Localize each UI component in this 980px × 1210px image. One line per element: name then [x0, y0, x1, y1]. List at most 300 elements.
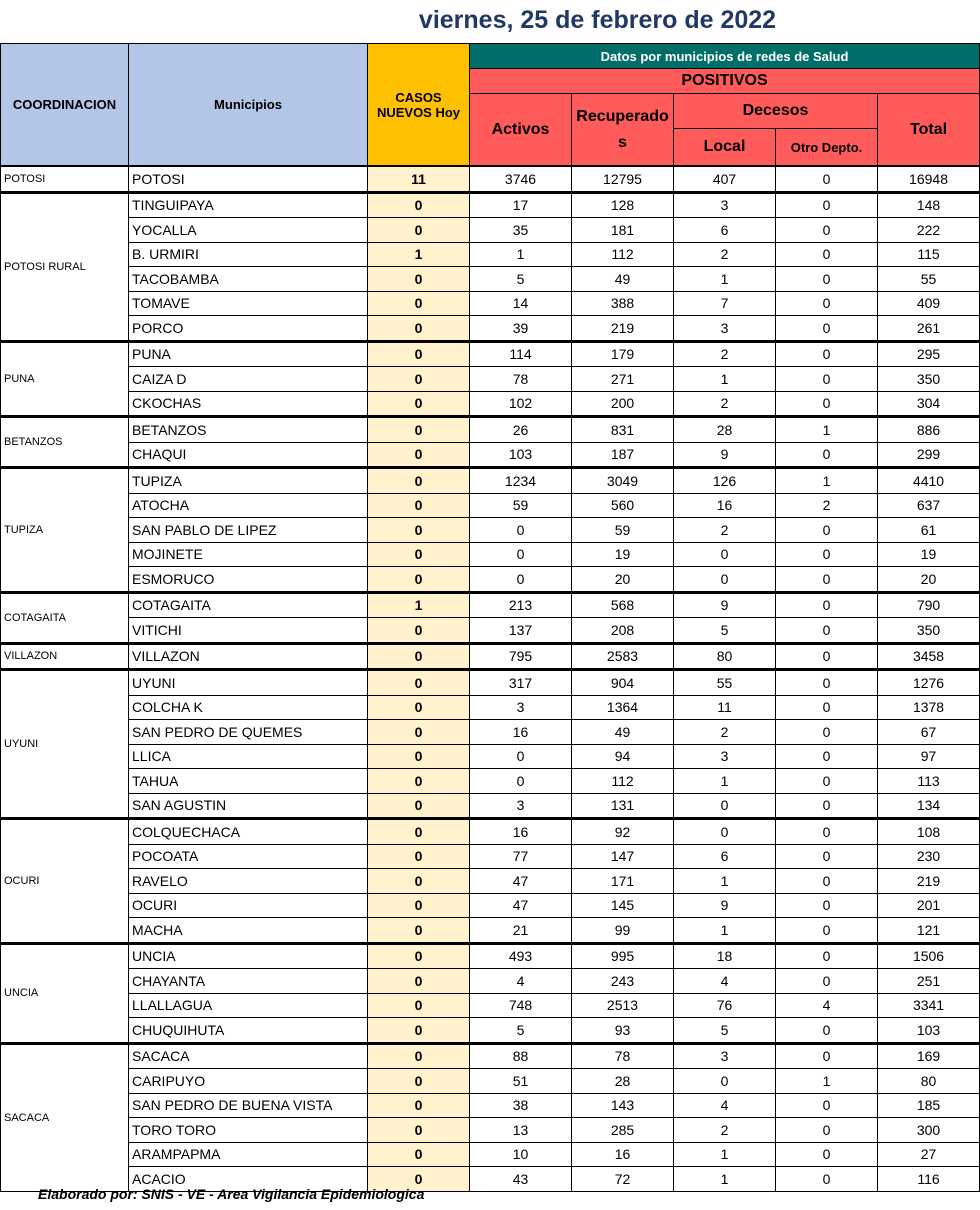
municipio-cell: YOCALLA — [129, 218, 368, 243]
table-row — [1, 391, 980, 417]
total-cell: 55 — [878, 267, 980, 292]
decesos-local-cell: 3 — [674, 192, 776, 218]
municipio-cell: PORCO — [129, 316, 368, 342]
municipio-cell: TORO TORO — [129, 1118, 368, 1143]
recuperados-cell: 93 — [572, 1018, 674, 1044]
total-cell: 1506 — [878, 943, 980, 969]
municipio-cell: TINGUIPAYA — [129, 192, 368, 218]
municipio-cell: CHAQUI — [129, 442, 368, 468]
coordinacion-cell: VILLAZON — [1, 643, 129, 670]
casos-nuevos-cell: 0 — [368, 341, 470, 367]
municipio-cell: ESMORUCO — [129, 567, 368, 593]
municipio-cell: VILLAZON — [129, 643, 368, 670]
municipio-cell: CHAYANTA — [129, 969, 368, 994]
decesos-otro-cell: 0 — [776, 192, 878, 218]
casos-nuevos-cell: 0 — [368, 291, 470, 316]
casos-nuevos-cell: 1 — [368, 242, 470, 267]
coordinacion-cell: SACACA — [1, 1043, 129, 1191]
decesos-local-cell: 0 — [674, 1069, 776, 1094]
municipio-cell: RAVELO — [129, 869, 368, 894]
casos-nuevos-cell: 0 — [368, 468, 470, 494]
decesos-local-cell: 0 — [674, 567, 776, 593]
table-row — [1, 267, 980, 292]
activos-cell: 5 — [470, 267, 572, 292]
total-cell: 116 — [878, 1167, 980, 1192]
recuperados-cell: 995 — [572, 943, 674, 969]
decesos-otro-cell: 0 — [776, 341, 878, 367]
decesos-otro-cell: 2 — [776, 493, 878, 518]
decesos-otro-cell: 0 — [776, 720, 878, 745]
total-cell: 4410 — [878, 468, 980, 494]
casos-nuevos-cell: 0 — [368, 316, 470, 342]
total-cell: 185 — [878, 1093, 980, 1118]
decesos-otro-cell: 0 — [776, 442, 878, 468]
coordinacion-cell: BETANZOS — [1, 417, 129, 468]
decesos-local-cell: 2 — [674, 1118, 776, 1143]
decesos-otro-cell: 0 — [776, 819, 878, 845]
table-row — [1, 367, 980, 392]
total-cell: 299 — [878, 442, 980, 468]
header-decesos: Decesos — [674, 94, 878, 129]
recuperados-cell: 147 — [572, 844, 674, 869]
casos-nuevos-cell: 0 — [368, 542, 470, 567]
casos-nuevos-cell: 0 — [368, 192, 470, 218]
recuperados-cell: 92 — [572, 819, 674, 845]
total-cell: 251 — [878, 969, 980, 994]
decesos-otro-cell: 0 — [776, 918, 878, 944]
decesos-local-cell: 7 — [674, 291, 776, 316]
table-row — [1, 291, 980, 316]
decesos-local-cell: 18 — [674, 943, 776, 969]
table-row — [1, 819, 980, 845]
decesos-otro-cell: 1 — [776, 1069, 878, 1094]
total-cell: 61 — [878, 518, 980, 543]
recuperados-cell: 145 — [572, 893, 674, 918]
decesos-local-cell: 1 — [674, 267, 776, 292]
municipio-cell: OCURI — [129, 893, 368, 918]
decesos-local-cell: 3 — [674, 316, 776, 342]
total-cell: 3458 — [878, 643, 980, 670]
recuperados-cell: 112 — [572, 769, 674, 794]
coordinacion-cell: POTOSI RURAL — [1, 192, 129, 341]
table-row — [1, 316, 980, 342]
decesos-otro-cell: 0 — [776, 744, 878, 769]
decesos-local-cell: 5 — [674, 618, 776, 644]
municipio-cell: COLQUECHACA — [129, 819, 368, 845]
decesos-otro-cell: 1 — [776, 468, 878, 494]
casos-nuevos-cell: 0 — [368, 218, 470, 243]
activos-cell: 38 — [470, 1093, 572, 1118]
total-cell: 148 — [878, 192, 980, 218]
coordinacion-cell: PUNA — [1, 341, 129, 417]
recuperados-cell: 187 — [572, 442, 674, 468]
decesos-otro-cell: 0 — [776, 618, 878, 644]
activos-cell: 10 — [470, 1142, 572, 1167]
casos-nuevos-cell: 0 — [368, 1093, 470, 1118]
recuperados-cell: 171 — [572, 869, 674, 894]
table-row — [1, 567, 980, 593]
casos-nuevos-cell: 0 — [368, 267, 470, 292]
table-row — [1, 192, 980, 218]
total-cell: 16948 — [878, 166, 980, 192]
municipio-cell: COTAGAITA — [129, 592, 368, 618]
total-cell: 113 — [878, 769, 980, 794]
header-recuperados: Recuperados — [572, 94, 674, 167]
recuperados-cell: 16 — [572, 1142, 674, 1167]
total-cell: 103 — [878, 1018, 980, 1044]
municipio-cell: CAIZA D — [129, 367, 368, 392]
total-cell: 409 — [878, 291, 980, 316]
total-cell: 230 — [878, 844, 980, 869]
total-cell: 27 — [878, 1142, 980, 1167]
decesos-otro-cell: 0 — [776, 1118, 878, 1143]
table-row — [1, 844, 980, 869]
decesos-otro-cell: 0 — [776, 844, 878, 869]
decesos-local-cell: 9 — [674, 592, 776, 618]
activos-cell: 3 — [470, 793, 572, 819]
activos-cell: 59 — [470, 493, 572, 518]
activos-cell: 14 — [470, 291, 572, 316]
municipio-cell: TUPIZA — [129, 468, 368, 494]
municipio-cell: CKOCHAS — [129, 391, 368, 417]
recuperados-cell: 143 — [572, 1093, 674, 1118]
recuperados-cell: 99 — [572, 918, 674, 944]
municipio-cell: POCOATA — [129, 844, 368, 869]
recuperados-cell: 72 — [572, 1167, 674, 1192]
total-cell: 20 — [878, 567, 980, 593]
table-row — [1, 1118, 980, 1143]
decesos-local-cell: 11 — [674, 695, 776, 720]
decesos-otro-cell: 0 — [776, 769, 878, 794]
casos-nuevos-cell: 1 — [368, 592, 470, 618]
municipio-cell: TOMAVE — [129, 291, 368, 316]
footer-credit: Elaborado por: SNIS - VE - Area Vigilancia Epidemiologica — [38, 1186, 425, 1202]
recuperados-cell: 285 — [572, 1118, 674, 1143]
activos-cell: 16 — [470, 819, 572, 845]
coordinacion-cell: COTAGAITA — [1, 592, 129, 643]
decesos-local-cell: 28 — [674, 417, 776, 443]
total-cell: 219 — [878, 869, 980, 894]
casos-nuevos-cell: 0 — [368, 695, 470, 720]
decesos-otro-cell: 0 — [776, 367, 878, 392]
decesos-otro-cell: 0 — [776, 592, 878, 618]
municipio-cell: UNCIA — [129, 943, 368, 969]
decesos-local-cell: 126 — [674, 468, 776, 494]
recuperados-cell: 271 — [572, 367, 674, 392]
activos-cell: 17 — [470, 192, 572, 218]
municipio-cell: SAN AGUSTIN — [129, 793, 368, 819]
casos-nuevos-cell: 0 — [368, 744, 470, 769]
total-cell: 134 — [878, 793, 980, 819]
recuperados-cell: 560 — [572, 493, 674, 518]
decesos-local-cell: 2 — [674, 242, 776, 267]
casos-nuevos-cell: 0 — [368, 670, 470, 696]
decesos-otro-cell: 0 — [776, 291, 878, 316]
casos-nuevos-cell: 0 — [368, 567, 470, 593]
table-row — [1, 542, 980, 567]
recuperados-cell: 904 — [572, 670, 674, 696]
table-row — [1, 769, 980, 794]
activos-cell: 47 — [470, 869, 572, 894]
decesos-otro-cell: 0 — [776, 542, 878, 567]
decesos-local-cell: 1 — [674, 1167, 776, 1192]
total-cell: 201 — [878, 893, 980, 918]
total-cell: 295 — [878, 341, 980, 367]
decesos-local-cell: 2 — [674, 341, 776, 367]
activos-cell: 16 — [470, 720, 572, 745]
decesos-local-cell: 16 — [674, 493, 776, 518]
activos-cell: 39 — [470, 316, 572, 342]
total-cell: 108 — [878, 819, 980, 845]
recuperados-cell: 200 — [572, 391, 674, 417]
recuperados-cell: 49 — [572, 720, 674, 745]
municipio-cell: BETANZOS — [129, 417, 368, 443]
municipio-cell: ACACIO — [129, 1167, 368, 1192]
total-cell: 790 — [878, 592, 980, 618]
decesos-otro-cell: 0 — [776, 670, 878, 696]
activos-cell: 114 — [470, 341, 572, 367]
total-cell: 1378 — [878, 695, 980, 720]
recuperados-cell: 59 — [572, 518, 674, 543]
table-row — [1, 592, 980, 618]
activos-cell: 0 — [470, 567, 572, 593]
municipio-cell: TACOBAMBA — [129, 267, 368, 292]
table-row — [1, 670, 980, 696]
recuperados-cell: 3049 — [572, 468, 674, 494]
recuperados-cell: 128 — [572, 192, 674, 218]
casos-nuevos-cell: 0 — [368, 417, 470, 443]
recuperados-cell: 831 — [572, 417, 674, 443]
decesos-local-cell: 1 — [674, 918, 776, 944]
table-row — [1, 618, 980, 644]
municipio-cell: VITICHI — [129, 618, 368, 644]
activos-cell: 47 — [470, 893, 572, 918]
casos-nuevos-cell: 0 — [368, 819, 470, 845]
decesos-otro-cell: 4 — [776, 993, 878, 1018]
casos-nuevos-cell: 0 — [368, 1142, 470, 1167]
recuperados-cell: 28 — [572, 1069, 674, 1094]
decesos-local-cell: 1 — [674, 869, 776, 894]
decesos-otro-cell: 0 — [776, 316, 878, 342]
recuperados-cell: 181 — [572, 218, 674, 243]
total-cell: 169 — [878, 1043, 980, 1069]
decesos-otro-cell: 0 — [776, 1093, 878, 1118]
municipio-cell: B. URMIRI — [129, 242, 368, 267]
activos-cell: 13 — [470, 1118, 572, 1143]
decesos-otro-cell: 0 — [776, 893, 878, 918]
casos-nuevos-cell: 0 — [368, 493, 470, 518]
decesos-local-cell: 9 — [674, 893, 776, 918]
decesos-local-cell: 80 — [674, 643, 776, 670]
recuperados-cell: 94 — [572, 744, 674, 769]
table-row — [1, 218, 980, 243]
decesos-otro-cell: 1 — [776, 417, 878, 443]
decesos-local-cell: 6 — [674, 218, 776, 243]
table-row — [1, 1069, 980, 1094]
activos-cell: 3746 — [470, 166, 572, 192]
activos-cell: 35 — [470, 218, 572, 243]
header-datos: Datos por municipios de redes de Salud — [470, 44, 980, 69]
table-row — [1, 518, 980, 543]
cases-table — [0, 43, 980, 1192]
table-body — [1, 166, 980, 1191]
municipio-cell: COLCHA K — [129, 695, 368, 720]
table-row — [1, 242, 980, 267]
recuperados-cell: 568 — [572, 592, 674, 618]
decesos-otro-cell: 0 — [776, 242, 878, 267]
decesos-local-cell: 6 — [674, 844, 776, 869]
total-cell: 115 — [878, 242, 980, 267]
casos-nuevos-cell: 0 — [368, 918, 470, 944]
activos-cell: 103 — [470, 442, 572, 468]
activos-cell: 4 — [470, 969, 572, 994]
decesos-otro-cell: 0 — [776, 643, 878, 670]
casos-nuevos-cell: 0 — [368, 518, 470, 543]
decesos-otro-cell: 0 — [776, 391, 878, 417]
activos-cell: 317 — [470, 670, 572, 696]
municipio-cell: CARIPUYO — [129, 1069, 368, 1094]
total-cell: 304 — [878, 391, 980, 417]
decesos-otro-cell: 0 — [776, 1167, 878, 1192]
total-cell: 67 — [878, 720, 980, 745]
header-casos-nuevos: CASOS NUEVOS Hoy — [368, 44, 470, 167]
table-row — [1, 943, 980, 969]
header-activos: Activos — [470, 94, 572, 167]
coordinacion-cell: UYUNI — [1, 670, 129, 819]
decesos-local-cell: 2 — [674, 720, 776, 745]
total-cell: 261 — [878, 316, 980, 342]
municipio-cell: SAN PABLO DE LIPEZ — [129, 518, 368, 543]
casos-nuevos-cell: 0 — [368, 893, 470, 918]
table-row — [1, 1093, 980, 1118]
decesos-otro-cell: 0 — [776, 1142, 878, 1167]
decesos-otro-cell: 0 — [776, 166, 878, 192]
activos-cell: 0 — [470, 744, 572, 769]
decesos-local-cell: 55 — [674, 670, 776, 696]
casos-nuevos-cell: 11 — [368, 166, 470, 192]
decesos-otro-cell: 0 — [776, 793, 878, 819]
coordinacion-cell: POTOSI — [1, 166, 129, 192]
table-row — [1, 166, 980, 192]
municipio-cell: MACHA — [129, 918, 368, 944]
municipio-cell: TAHUA — [129, 769, 368, 794]
municipio-cell: PUNA — [129, 341, 368, 367]
casos-nuevos-cell: 0 — [368, 943, 470, 969]
casos-nuevos-cell: 0 — [368, 793, 470, 819]
activos-cell: 77 — [470, 844, 572, 869]
recuperados-cell: 2513 — [572, 993, 674, 1018]
casos-nuevos-cell: 0 — [368, 442, 470, 468]
total-cell: 637 — [878, 493, 980, 518]
decesos-otro-cell: 0 — [776, 567, 878, 593]
casos-nuevos-cell: 0 — [368, 1167, 470, 1192]
decesos-local-cell: 4 — [674, 1093, 776, 1118]
activos-cell: 748 — [470, 993, 572, 1018]
activos-cell: 0 — [470, 542, 572, 567]
casos-nuevos-cell: 0 — [368, 844, 470, 869]
municipio-cell: SAN PEDRO DE BUENA VISTA — [129, 1093, 368, 1118]
casos-nuevos-cell: 0 — [368, 643, 470, 670]
municipio-cell: CHUQUIHUTA — [129, 1018, 368, 1044]
casos-nuevos-cell: 0 — [368, 1043, 470, 1069]
casos-nuevos-cell: 0 — [368, 1018, 470, 1044]
total-cell: 19 — [878, 542, 980, 567]
decesos-otro-cell: 0 — [776, 518, 878, 543]
coordinacion-cell: TUPIZA — [1, 468, 129, 593]
table-row — [1, 442, 980, 468]
municipio-cell: ARAMPAPMA — [129, 1142, 368, 1167]
casos-nuevos-cell: 0 — [368, 618, 470, 644]
activos-cell: 51 — [470, 1069, 572, 1094]
header-coordinacion: COORDINACION — [1, 44, 129, 167]
decesos-otro-cell: 0 — [776, 869, 878, 894]
activos-cell: 5 — [470, 1018, 572, 1044]
activos-cell: 493 — [470, 943, 572, 969]
activos-cell: 78 — [470, 367, 572, 392]
municipio-cell: ATOCHA — [129, 493, 368, 518]
recuperados-cell: 388 — [572, 291, 674, 316]
activos-cell: 102 — [470, 391, 572, 417]
recuperados-cell: 131 — [572, 793, 674, 819]
decesos-otro-cell: 0 — [776, 943, 878, 969]
decesos-otro-cell: 0 — [776, 969, 878, 994]
decesos-local-cell: 0 — [674, 542, 776, 567]
table-row — [1, 417, 980, 443]
total-cell: 350 — [878, 618, 980, 644]
report-title: viernes, 25 de febrero de 2022 — [418, 6, 777, 34]
municipio-cell: LLICA — [129, 744, 368, 769]
table-row — [1, 993, 980, 1018]
total-cell: 300 — [878, 1118, 980, 1143]
activos-cell: 137 — [470, 618, 572, 644]
casos-nuevos-cell: 0 — [368, 720, 470, 745]
decesos-local-cell: 9 — [674, 442, 776, 468]
table-row — [1, 869, 980, 894]
decesos-otro-cell: 0 — [776, 1043, 878, 1069]
casos-nuevos-cell: 0 — [368, 391, 470, 417]
decesos-local-cell: 1 — [674, 769, 776, 794]
activos-cell: 3 — [470, 695, 572, 720]
table-row — [1, 643, 980, 670]
table-row — [1, 720, 980, 745]
total-cell: 3341 — [878, 993, 980, 1018]
decesos-local-cell: 1 — [674, 1142, 776, 1167]
decesos-otro-cell: 0 — [776, 695, 878, 720]
table-row — [1, 893, 980, 918]
casos-nuevos-cell: 0 — [368, 1118, 470, 1143]
table-row — [1, 493, 980, 518]
decesos-local-cell: 3 — [674, 1043, 776, 1069]
table-row — [1, 468, 980, 494]
recuperados-cell: 78 — [572, 1043, 674, 1069]
header-local: Local — [674, 129, 776, 167]
recuperados-cell: 208 — [572, 618, 674, 644]
decesos-local-cell: 2 — [674, 391, 776, 417]
table-row — [1, 341, 980, 367]
table-row — [1, 1142, 980, 1167]
activos-cell: 43 — [470, 1167, 572, 1192]
total-cell: 80 — [878, 1069, 980, 1094]
casos-nuevos-cell: 0 — [368, 367, 470, 392]
total-cell: 97 — [878, 744, 980, 769]
table-row — [1, 695, 980, 720]
table-row — [1, 744, 980, 769]
municipio-cell: POTOSI — [129, 166, 368, 192]
table-row — [1, 1043, 980, 1069]
activos-cell: 795 — [470, 643, 572, 670]
activos-cell: 26 — [470, 417, 572, 443]
activos-cell: 213 — [470, 592, 572, 618]
